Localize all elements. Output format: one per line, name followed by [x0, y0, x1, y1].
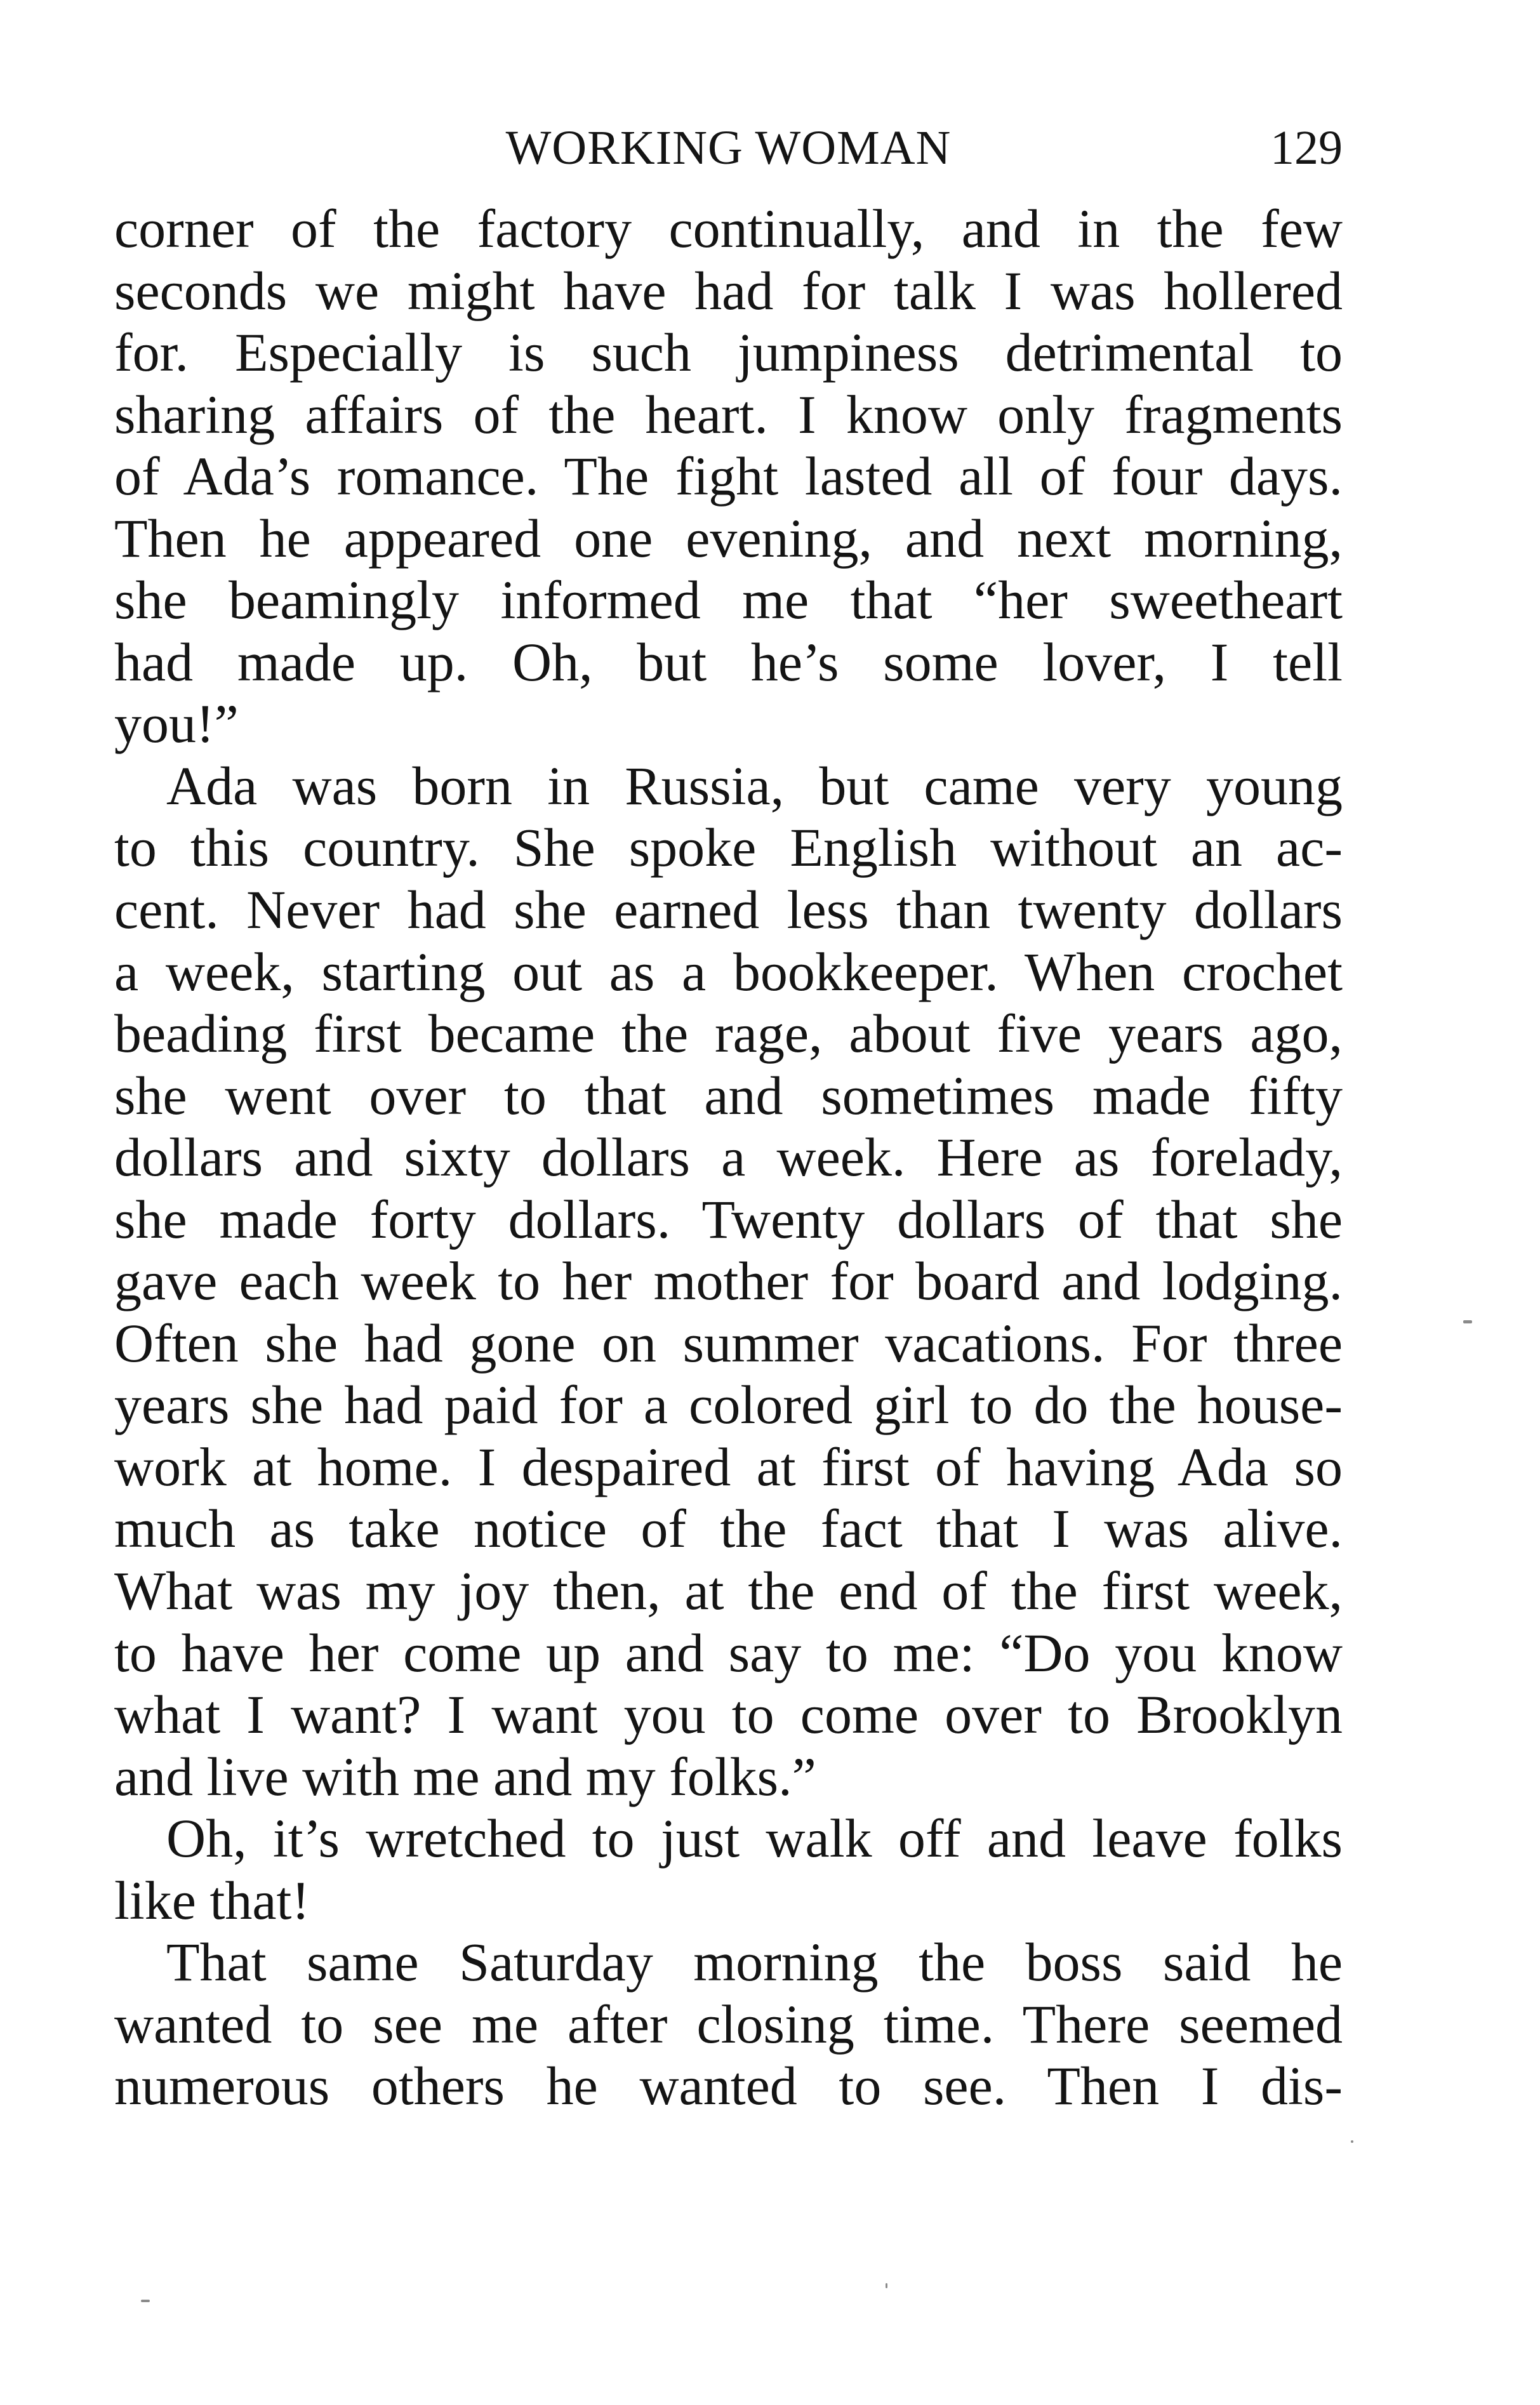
paper-speck: [1351, 2140, 1353, 2143]
text-line: she went over to that and sometimes made fifty: [114, 1064, 1343, 1126]
text-line: seconds we might have had for talk I was hollered: [114, 260, 1343, 321]
text-line: sharing affairs of the heart. I know only fragments: [114, 383, 1343, 445]
text-line: Then he appeared one evening, and next morning,: [114, 507, 1343, 569]
text-line: and live with me and my folks.”: [114, 1746, 816, 1807]
text-line: Oh, it’s wretched to just walk off and leave folks: [166, 1808, 1343, 1869]
paper-speck: [1463, 1320, 1472, 1323]
text-line: to have her come up and say to me: “Do you know: [114, 1622, 1343, 1683]
text-line: a week, starting out as a bookkeeper. When crochet: [114, 941, 1343, 1002]
text-line: numerous others he wanted to see. Then I dis-: [114, 2055, 1343, 2117]
text-line: she beamingly informed me that “her sweetheart: [114, 569, 1343, 631]
text-line: had made up. Oh, but he’s some lover, I tell: [114, 631, 1343, 692]
text-line: Ada was born in Russia, but came very young: [166, 755, 1343, 816]
paper-speck: [886, 2283, 887, 2288]
text-line: gave each week to her mother for board and lodging.: [114, 1250, 1343, 1312]
text-line: years she had paid for a colored girl to do the house-: [114, 1374, 1343, 1436]
text-line: Often she had gone on summer vacations. For three: [114, 1312, 1343, 1374]
text-line: dollars and sixty dollars a week. Here as forelady,: [114, 1127, 1343, 1188]
text-line: what I want? I want you to come over to Brooklyn: [114, 1684, 1343, 1746]
text-line: to this country. She spoke English without an ac-: [114, 817, 1343, 878]
running-head: [114, 113, 1343, 183]
text-line: you!”: [114, 693, 239, 755]
text-line: much as take notice of the fact that I was alive.: [114, 1498, 1343, 1560]
body-text: [114, 198, 1343, 2117]
text-line: wanted to see me after closing time. There seemed: [114, 1993, 1343, 2055]
text-line: of Ada’s romance. The fight lasted all of four days.: [114, 446, 1343, 507]
text-line: What was my joy then, at the end of the first week,: [114, 1560, 1343, 1622]
page-number: 129: [1270, 121, 1343, 175]
text-line: beading first became the rage, about five years ago,: [114, 1003, 1343, 1064]
text-line: she made forty dollars. Twenty dollars of that she: [114, 1188, 1343, 1250]
text-line: cent. Never had she earned less than twenty dollars: [114, 879, 1343, 941]
text-line: That same Saturday morning the boss said he: [166, 1931, 1343, 1993]
text-line: work at home. I despaired at first of having Ada so: [114, 1436, 1343, 1497]
text-line: corner of the factory continually, and in the few: [114, 198, 1343, 259]
text-line: like that!: [114, 1869, 310, 1931]
text-line: for. Especially is such jumpiness detrimental to: [114, 322, 1343, 383]
paper-speck: [141, 2300, 150, 2302]
running-title: WORKING WOMAN: [505, 121, 952, 175]
